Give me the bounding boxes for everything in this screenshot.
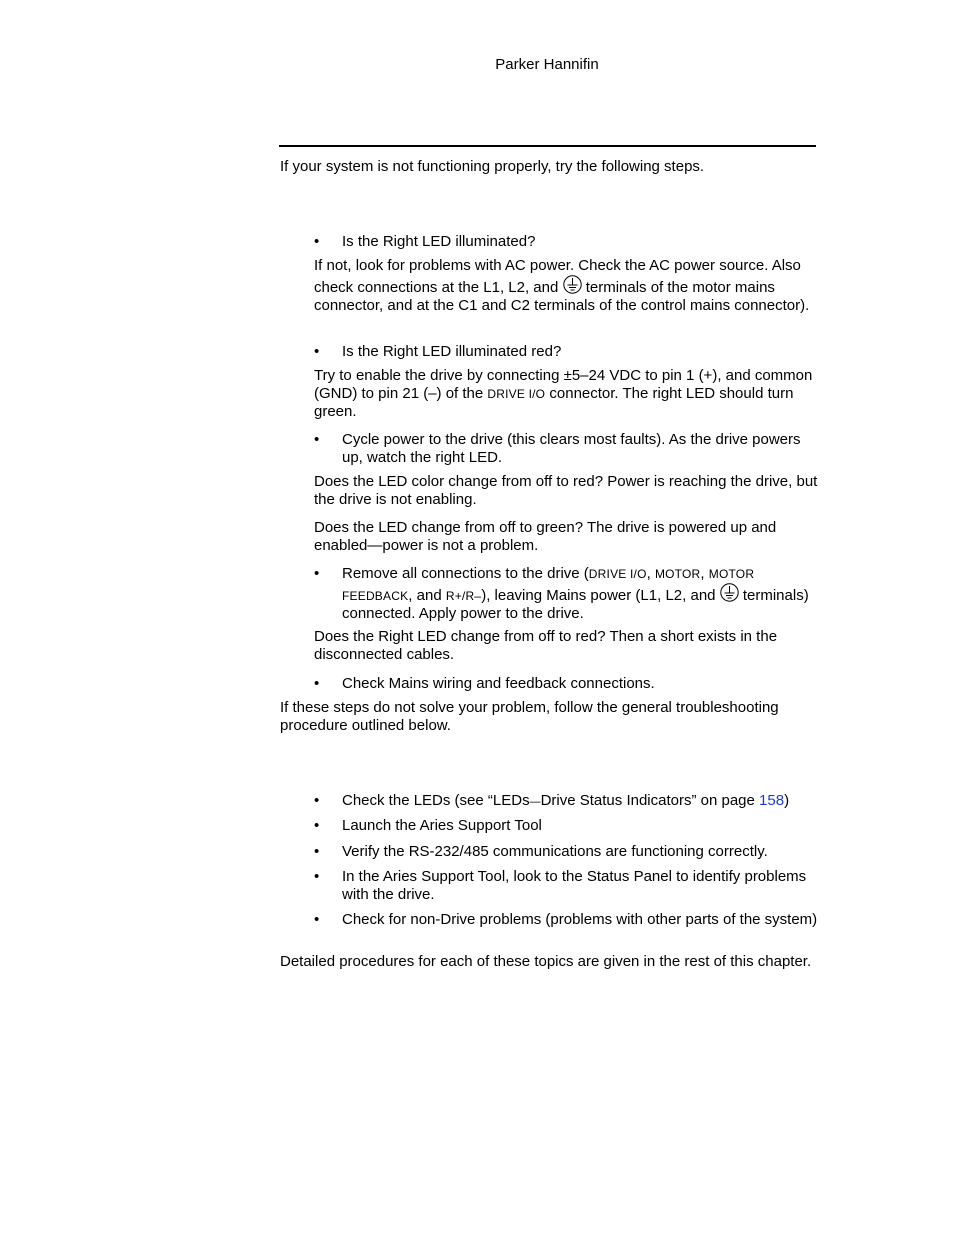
- follow-up-paragraph: If these steps do not solve your problem, follow the general troubleshooting procedure outlined below.: [280, 699, 779, 734]
- bullet-glyph: •: [314, 343, 320, 360]
- page-link[interactable]: 158: [759, 792, 785, 809]
- procedure-step-1-text: Check the LEDs (see “LEDs—Drive Status Indicators” on page 158): [342, 792, 790, 809]
- drive-io-connector-label: DRIVE I/O: [487, 387, 546, 401]
- bullet-glyph: •: [314, 792, 320, 809]
- procedure-step-2: [314, 817, 819, 835]
- check-bullet-1: [314, 233, 819, 251]
- closing-paragraph: Detailed procedures for each of these topics are given in the rest of this chapter.: [280, 953, 812, 970]
- ground-icon: [563, 275, 582, 294]
- check-bullet-3: [314, 431, 819, 467]
- check-paragraph-1: If not, look for problems with AC power. Check the AC power source. Also check connections at the L1, L2, and terminals of the motor mains connector, and at the C1 and C2 terminals of the control mains connector).: [314, 257, 810, 314]
- check-bullet-4-text: Remove all connections to the drive (DRIVE I/O, MOTOR, MOTOR FEEDBACK, and R+/R–), leaving Mains power (L1, L2, and terminals) connected. Apply power to the drive.: [342, 565, 809, 622]
- check-bullet-5-text: Check Mains wiring and feedback connections.: [342, 675, 655, 692]
- procedure-step-1: [314, 792, 819, 811]
- bullet-glyph: •: [314, 431, 320, 448]
- procedure-step-5: [314, 911, 819, 929]
- check-bullet-5: [314, 675, 819, 693]
- procedure-step-2-text: Launch the Aries Support Tool: [342, 817, 542, 834]
- procedure-step-4-text: In the Aries Support Tool, look to the Status Panel to identify problems with the drive.: [342, 868, 807, 903]
- bullet-glyph: •: [314, 675, 320, 692]
- procedure-step-5-text: Check for non-Drive problems (problems with other parts of the system): [342, 911, 818, 928]
- bullet-glyph: •: [314, 565, 320, 582]
- procedure-step-3: [314, 843, 819, 861]
- bullet-glyph: •: [314, 868, 320, 885]
- check-bullet-2-text: Is the Right LED illuminated red?: [342, 343, 562, 360]
- check-bullet-4: [314, 565, 819, 623]
- bullet-glyph: •: [314, 843, 320, 860]
- procedure-step-3-text: Verify the RS-232/485 communications are functioning correctly.: [342, 843, 768, 860]
- ground-icon: [720, 583, 739, 602]
- intro-paragraph: If your system is not functioning properly, try the following steps.: [280, 158, 705, 175]
- check-paragraph-5: Does the Right LED change from off to red? Then a short exists in the disconnected cables.: [314, 628, 778, 663]
- check-paragraph-2: Try to enable the drive by connecting ±5–24 VDC to pin 1 (+), and common (GND) to pin 21 (–) of the DRIVE I/O connector. The right LED should turn green.: [314, 367, 813, 420]
- company-name: Parker Hannifin: [495, 56, 599, 73]
- check-bullet-1-text: Is the Right LED illuminated?: [342, 233, 536, 250]
- check-paragraph-4: Does the LED change from off to green? The drive is powered up and enabled—power is not a problem.: [314, 519, 777, 554]
- page-header: [0, 56, 954, 74]
- bullet-glyph: •: [314, 233, 320, 250]
- check-bullet-2: [314, 343, 819, 361]
- check-bullet-3-text: Cycle power to the drive (this clears most faults). As the drive powers up, watch the right LED.: [342, 431, 801, 466]
- procedure-step-4: [314, 868, 819, 904]
- check-paragraph-3: Does the LED color change from off to red? Power is reaching the drive, but the drive is not enabling.: [314, 473, 818, 508]
- bullet-glyph: •: [314, 911, 320, 928]
- section-divider: [279, 145, 816, 147]
- bullet-glyph: •: [314, 817, 320, 834]
